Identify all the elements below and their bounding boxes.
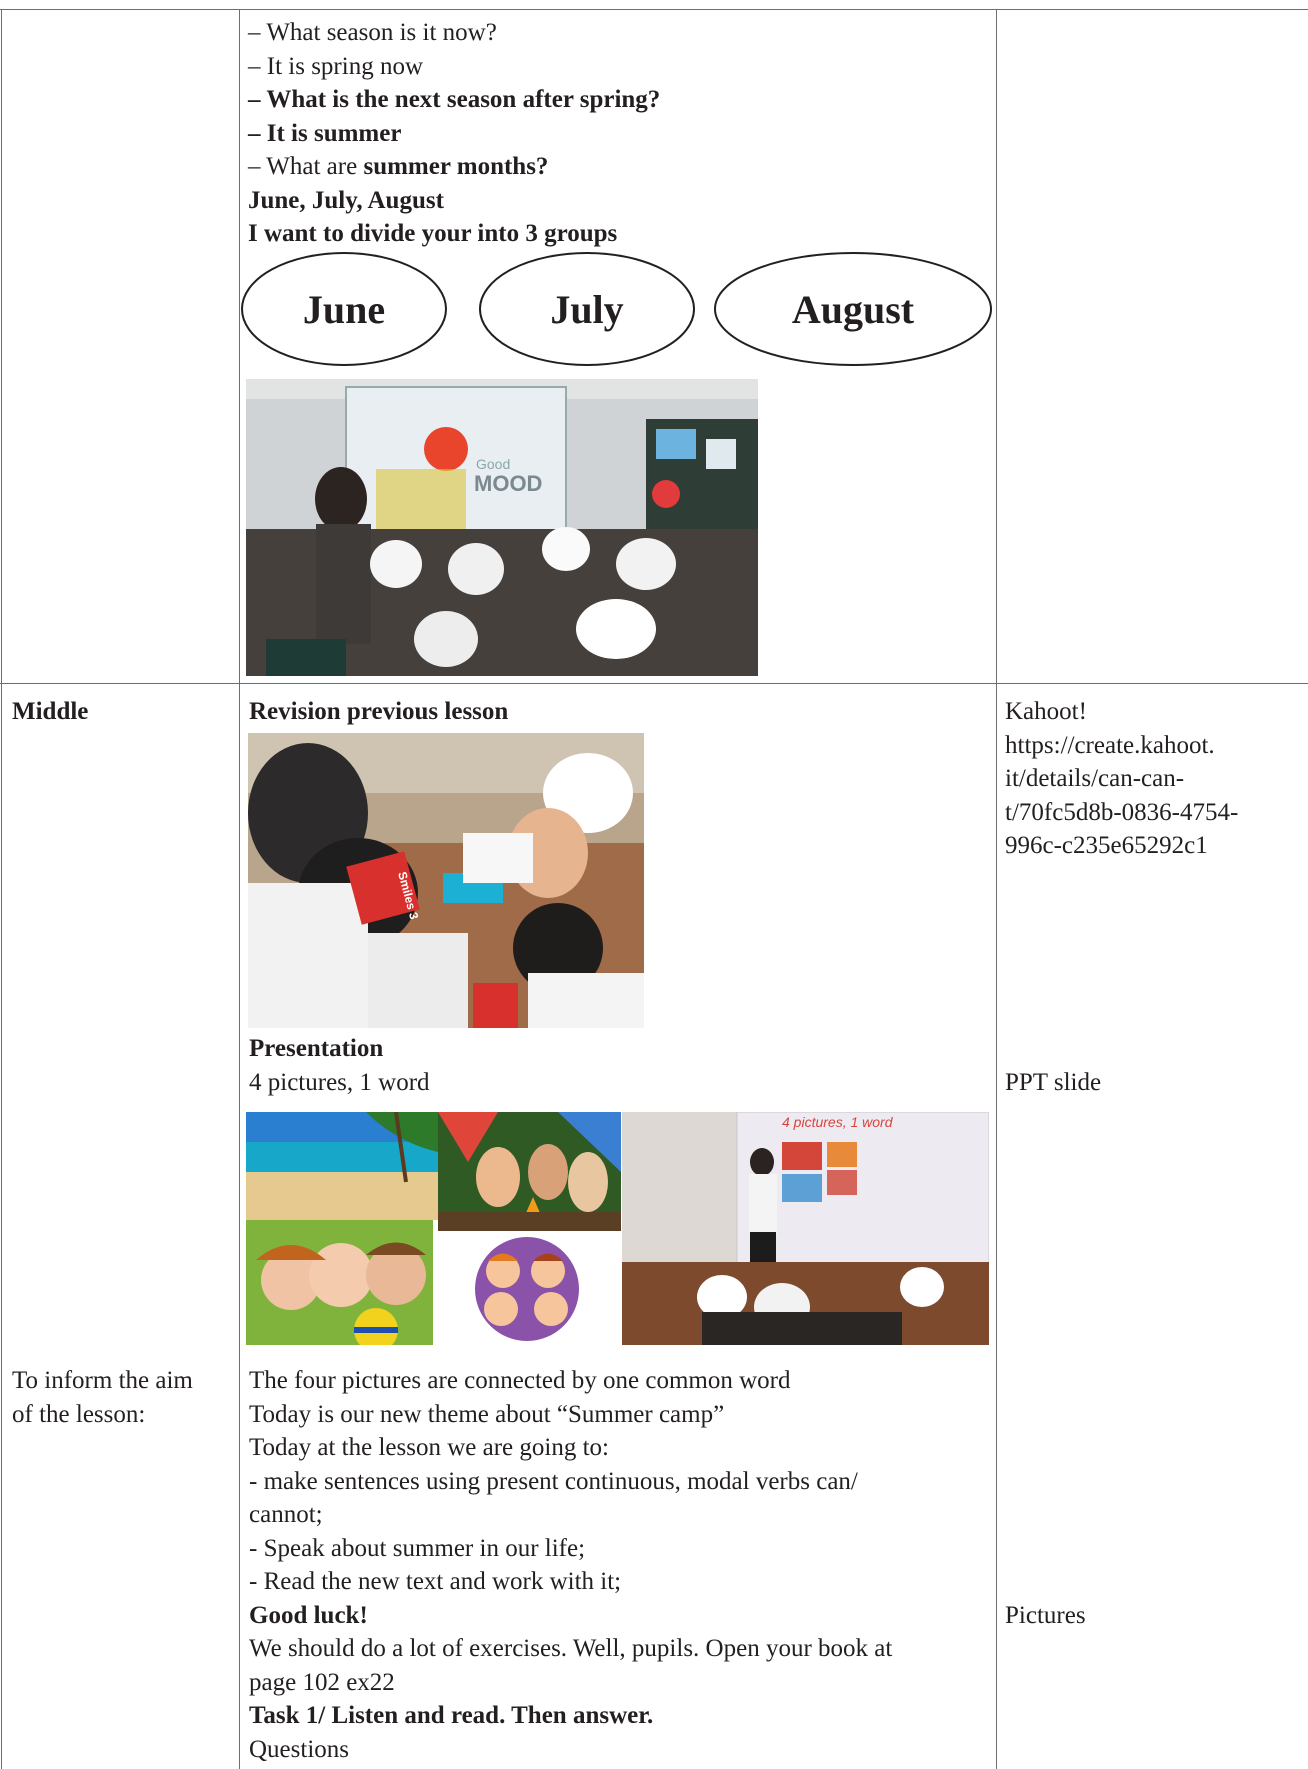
aim-line: cannot;: [249, 1501, 323, 1528]
aim-line: The four pictures are connected by one common word: [249, 1367, 791, 1394]
table-top-border: [0, 9, 1308, 10]
group-label-june: June: [302, 287, 386, 332]
dialogue-prefix: –: [248, 119, 267, 147]
presentation-title: Presentation: [249, 1035, 384, 1062]
board-text-mood: MOOD: [474, 471, 543, 496]
dialogue-text: What is the next season after spring?: [266, 86, 661, 113]
dialogue-prefix: – What are: [248, 153, 364, 180]
dialogue-line-4: [248, 117, 401, 151]
group-label-july: July: [550, 287, 624, 332]
dialogue-line-3: [248, 83, 660, 117]
picture-presentation-class: [622, 1112, 989, 1345]
aim-line: Today is our new theme about “Summer camp”: [249, 1400, 725, 1428]
aim-line: Today at the lesson we are going to:: [249, 1434, 609, 1461]
aim-line: Questions: [249, 1735, 349, 1763]
dialogue-text: I want to divide your into 3 groups: [248, 220, 618, 247]
dialogue-line-2: [248, 50, 423, 84]
dialogue-text: It is summer: [266, 119, 402, 147]
classroom-photo-groups: [246, 379, 758, 676]
dialogue-text: June, July, August: [248, 186, 444, 214]
aim-label-line-1: To inform the aim: [12, 1367, 193, 1394]
dialogue-text: It is spring now: [266, 52, 423, 80]
aim-line-task: Task 1/ Listen and read. Then answer.: [249, 1702, 654, 1729]
table-row-divider: [0, 683, 1308, 684]
dialogue-line-5: [248, 150, 548, 184]
kahoot-line-4: t/70fc5d8b-0836-4754-: [1005, 798, 1239, 826]
aim-line: - make sentences using present continuous, modal verbs can/: [249, 1467, 858, 1495]
aim-line: page 102 ex22: [249, 1668, 395, 1696]
table-left-border: [1, 9, 2, 1769]
book-label: Smiles 3: [395, 870, 422, 921]
aim-line: - Read the new text and work with it;: [249, 1568, 622, 1595]
aim-line-good-luck: Good luck!: [249, 1601, 368, 1629]
dialogue-line-7: [248, 217, 617, 251]
kahoot-line-5: 996c-c235e65292c1: [1005, 832, 1208, 859]
picture-cartoon-friends: [433, 1231, 621, 1345]
kahoot-line-3: it/details/can-can-: [1005, 765, 1185, 792]
picture-beach: [246, 1112, 438, 1220]
dialogue-text: summer months?: [363, 153, 549, 180]
picture-campfire: [438, 1112, 621, 1231]
revision-title: Revision previous lesson: [249, 698, 509, 725]
ppt-slide-resource: PPT slide: [1005, 1069, 1102, 1096]
aim-line: - Speak about summer in our life;: [249, 1534, 586, 1562]
slide-text: 4 pictures, 1 word: [782, 1114, 893, 1130]
pictures-resource: Pictures: [1005, 1601, 1086, 1629]
dialogue-prefix: –: [248, 19, 267, 46]
aim-label-line-2: of the lesson:: [12, 1400, 146, 1428]
month-groups: [240, 250, 1000, 370]
revision-photo: [248, 733, 644, 1028]
board-text-good: Good: [476, 456, 511, 472]
presentation-subtitle: 4 pictures, 1 word: [249, 1068, 430, 1096]
group-label-august: August: [791, 287, 915, 332]
dialogue-text: What season is it now?: [266, 19, 497, 46]
kahoot-line-1: Kahoot!: [1005, 698, 1087, 725]
stage-label: Middle: [12, 698, 89, 725]
dialogue-prefix: –: [248, 52, 267, 80]
kahoot-line-2: https://create.kahoot.: [1005, 731, 1215, 759]
picture-kids: [246, 1220, 433, 1345]
dialogue-line-6: [248, 184, 444, 218]
dialogue-prefix: –: [248, 86, 267, 113]
dialogue-line-1: [248, 16, 497, 50]
aim-line: We should do a lot of exercises. Well, pupils. Open your book at: [249, 1635, 893, 1662]
